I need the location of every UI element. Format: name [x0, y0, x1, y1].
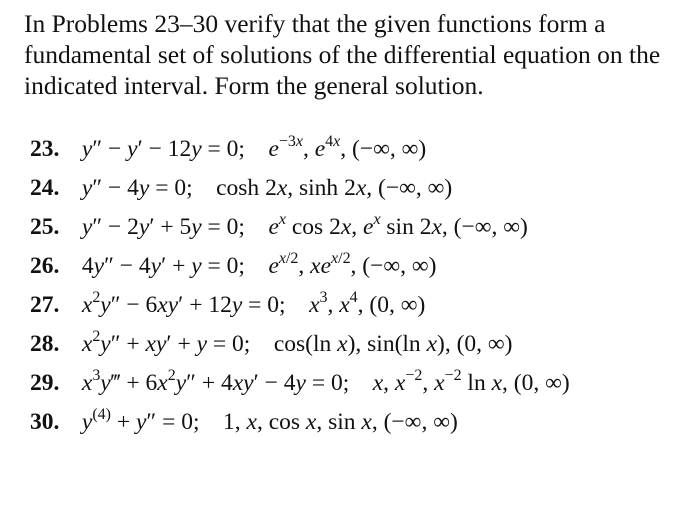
differential-equation: $x^3y‴ + 6x^2y'' + 4xy' - 4y = 0$;	[81, 367, 350, 396]
solution-set: $x^3$, $x^4$, (0, ∞)	[309, 289, 426, 318]
instructions-text: In Problems 23–30 verify that the given functions form a fundamental set of solutions of the differential equation on the indicated interval. Form the general solution.	[24, 9, 661, 100]
differential-equation: y″ − 2y′ + 5y = 0;	[81, 214, 245, 240]
instructions	[24, 8, 674, 101]
differential-equation: $x^2y'' - 6xy' + 12y = 0$;	[81, 289, 286, 318]
problem-29	[30, 364, 690, 403]
problem-number: 26.	[30, 253, 60, 279]
problem-24	[30, 169, 690, 208]
solution-set: cos(ln x), sin(ln x), (0, ∞)	[273, 331, 513, 357]
differential-equation: $y^{(4)} + y'' = 0$;	[81, 406, 200, 435]
problem-23	[30, 130, 690, 169]
solution-set: $e^x$ cos 2x, $e^x$ sin 2x, (−∞, ∞)	[268, 211, 528, 240]
solution-set: 1, x, cos x, sin x, (−∞, ∞)	[223, 409, 458, 435]
differential-equation: 4y″ − 4y′ + y = 0;	[81, 253, 245, 279]
differential-equation: y″ − y′ − 12y = 0;	[81, 136, 245, 162]
differential-equation: $x^2y'' + xy' + y = 0$;	[81, 328, 251, 357]
problem-26	[30, 247, 690, 286]
solution-set: cosh 2x, sinh 2x, (−∞, ∞)	[216, 175, 453, 201]
problem-30	[30, 403, 690, 442]
problem-number: 27.	[30, 292, 60, 318]
solution-set: $e^{-3x}$, $e^{4x}$, (−∞, ∞)	[268, 133, 427, 162]
problem-27	[30, 286, 690, 325]
problem-number: 25.	[30, 214, 60, 240]
problem-number: 28.	[30, 331, 60, 357]
differential-equation: y″ − 4y = 0;	[81, 175, 193, 201]
problem-number: 24.	[30, 175, 60, 201]
problem-25	[30, 208, 690, 247]
problem-number: 29.	[30, 370, 60, 396]
problem-number: 23.	[30, 136, 60, 162]
problem-number: 30.	[30, 409, 60, 435]
solution-set: x, $x^{-2}$, $x^{-2}$ ln x, (0, ∞)	[372, 367, 570, 396]
problem-list	[30, 130, 690, 442]
solution-set: $e^{x/2}$, $xe^{x/2}$, (−∞, ∞)	[268, 250, 437, 279]
problem-28	[30, 325, 690, 364]
